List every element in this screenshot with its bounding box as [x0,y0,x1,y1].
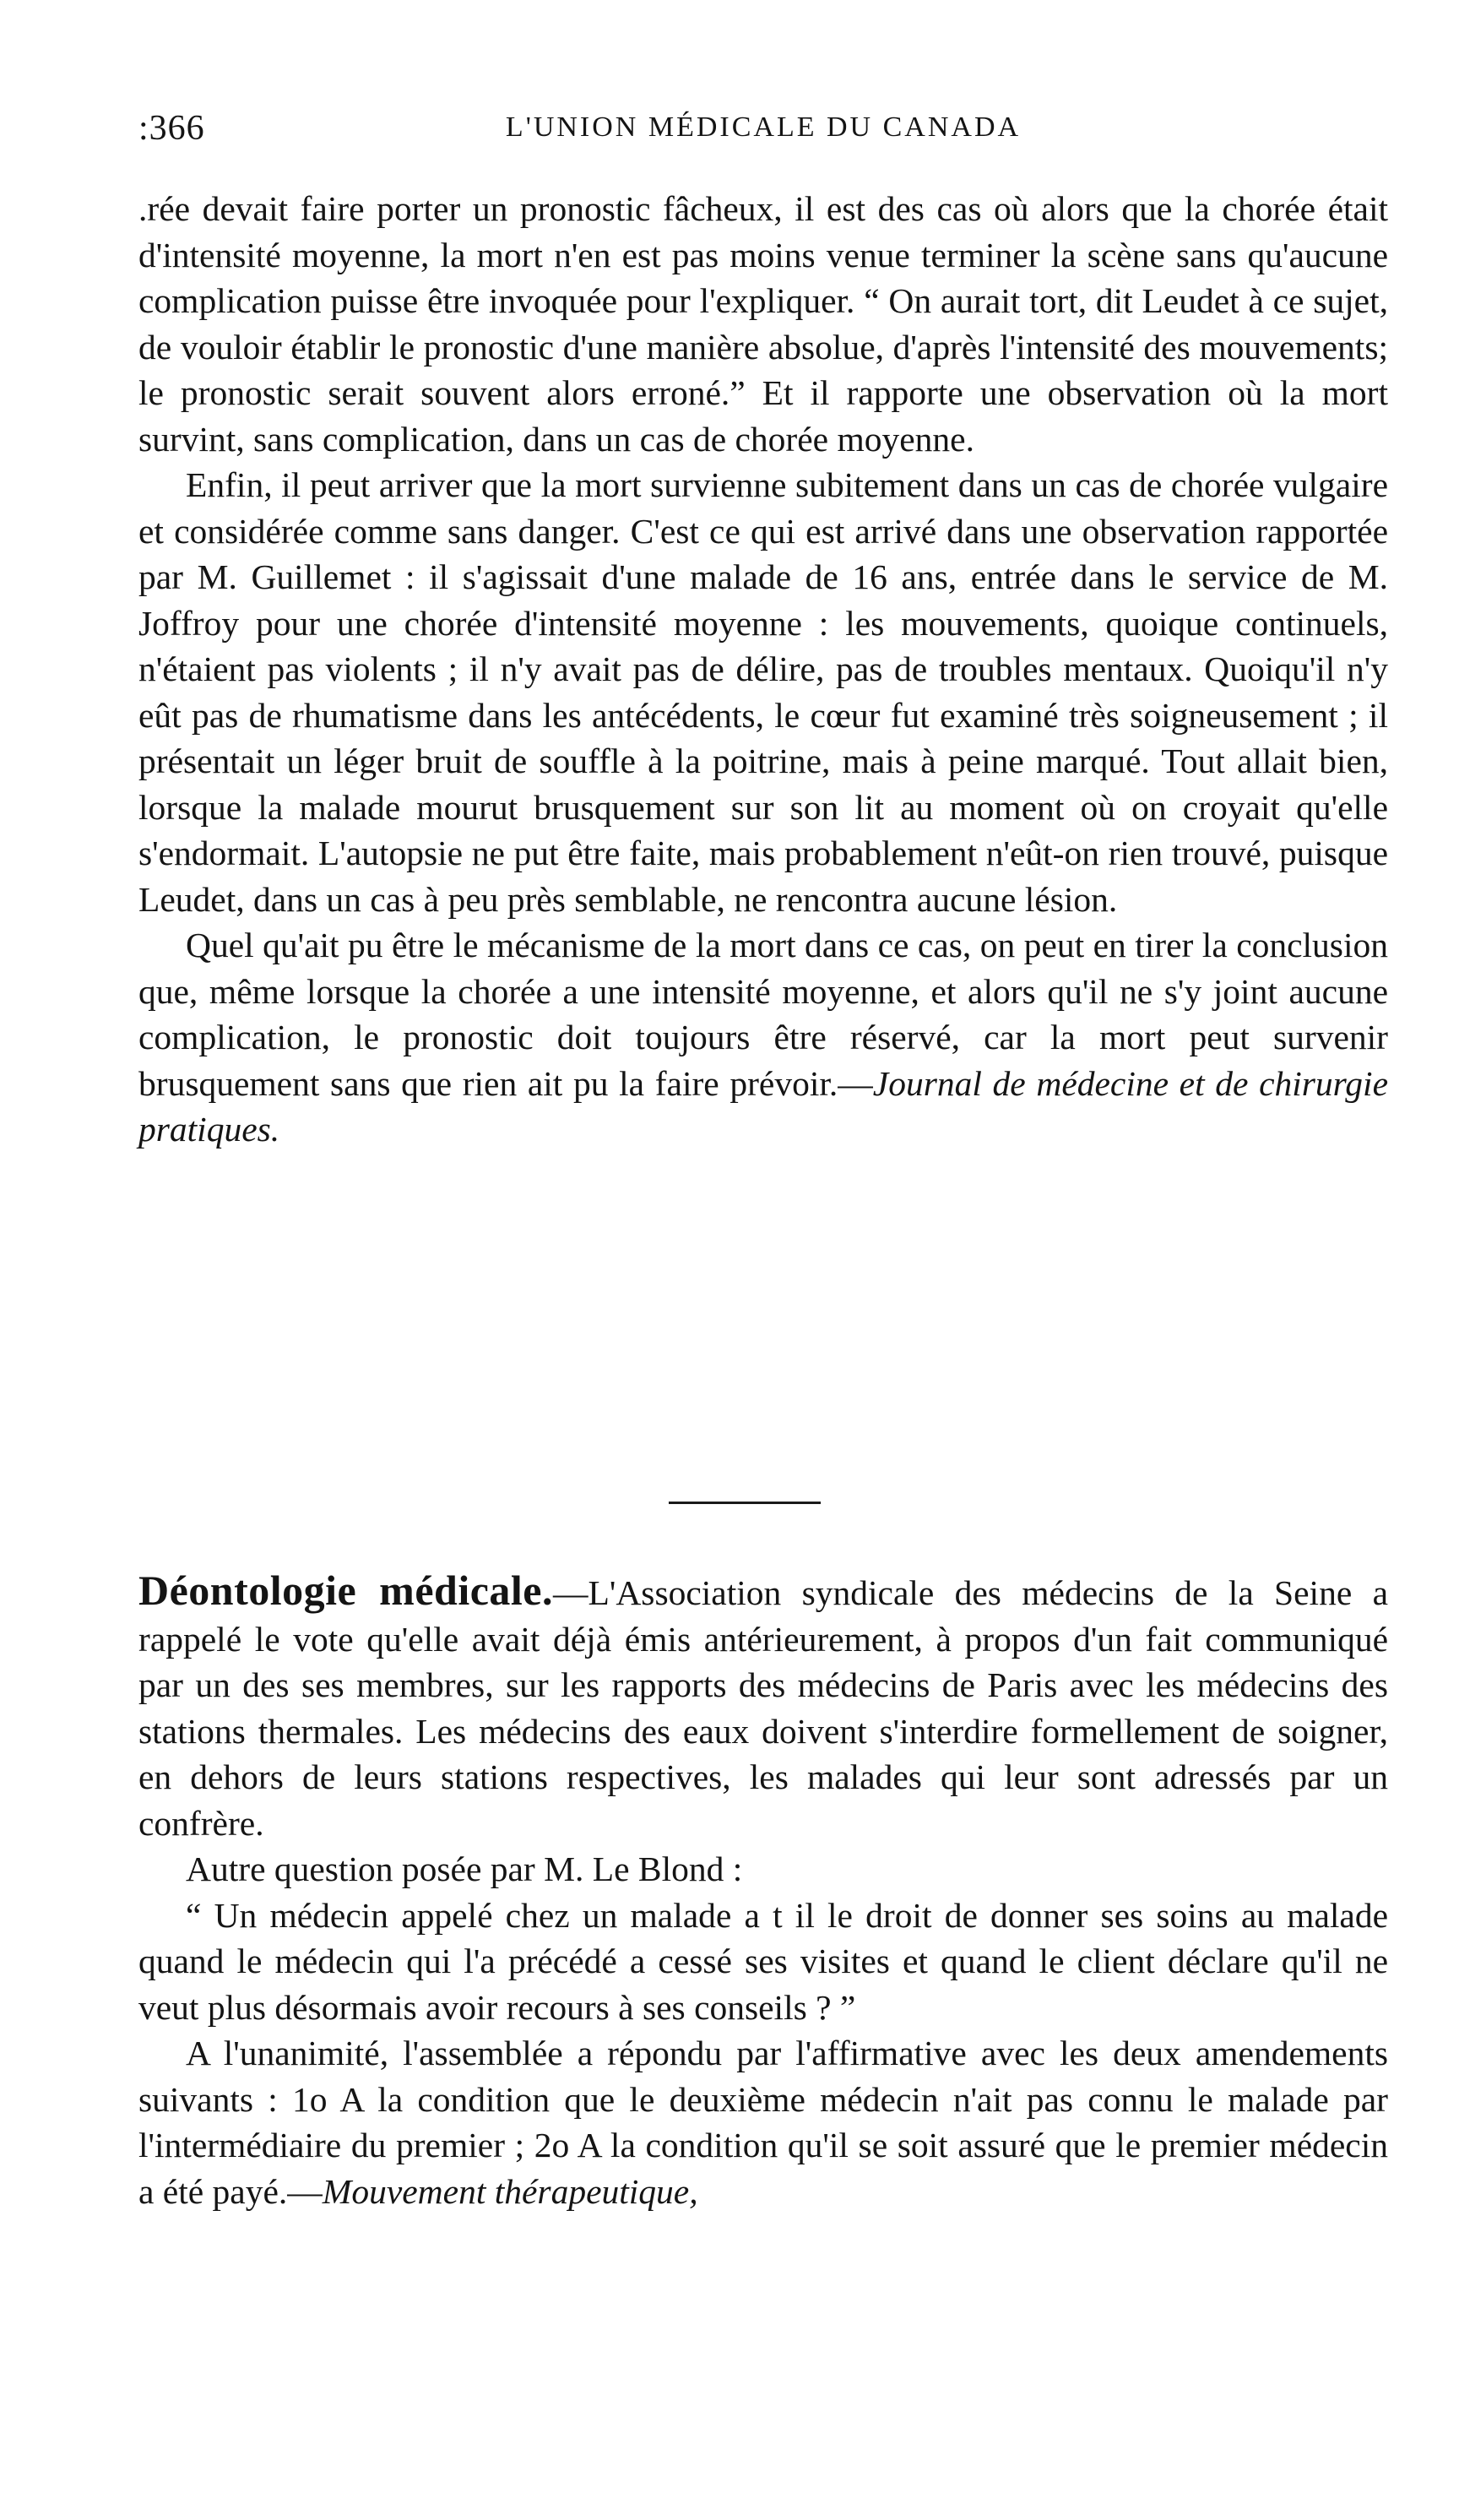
paragraph-text: A l'unanimité, l'assemblée a répondu par l'affirmative avec les deux amendements suivants : 1o A la condition que le deuxième médecin n'ait pas connu le malade par l'intermédiaire du premier ; 2o A la condition qu'il se soit assuré que le premier médecin a été payé.— [138,2034,1388,2211]
paragraph-text: Quel qu'ait pu être le mécanisme de la mort dans ce cas, on peut en tirer la conclusion que, même lorsque la chorée a une intensité moyenne, et alors qu'il ne s'y joint aucune complication, le pronostic doit toujours être réservé, car la mort peut survenir brusquement sans que rien ait pu la faire prévoir.— [138,926,1388,1103]
page-number: :366 [138,109,205,148]
paragraph: Enfin, il peut arriver que la mort survienne subitement dans un cas de chorée vulgaire et considérée comme sans danger. C'est ce qui est arrivé dans une observation rapportée par M. Guillemet : il s'agissait d'une malade de 16 ans, entrée dans le service de M. Joffroy pour une chorée d'intensité moyenne : les mouvements, quoique continuels, n'étaient pas violents ; il n'y avait pas de délire, pas de troubles mentaux. Quoiqu'il n'y eût pas de rhumatisme dans les antécédents, le cœur fut examiné très soigneusement ; il présentait un léger bruit de souffle à la poitrine, mais à peine marqué. Tout allait bien, lorsque la malade mourut brusquement sur son lit au moment où on croyait qu'elle s'endormait. L'autopsie ne put être faite, mais probablement n'eût-on rien trouvé, puisque Leudet, dans un cas à peu près semblable, ne rencontra aucune lésion. [138,465,1388,919]
page-header [138,108,1388,159]
paragraph-text: —L'Association syndicale des médecins de la Seine a rappelé le vote qu'elle avait déjà émis antérieurement, à propos d'un fait communiqué par un des ses membres, sur les rapports des médecins de Paris avec les médecins des stations thermales. Les médecins des eaux doivent s'interdire formellement de soigner, en dehors de leurs stations respectives, les malades qui leur sont adressés par un confrère. [138,1573,1388,1843]
paragraph-with-source [138,2030,1388,2214]
source-citation: Journal de médecine et de chirurgie pratiques. [138,1063,1388,1149]
paragraph-with-source [138,922,1388,1153]
paragraph: .rée devait faire porter un pronostic fâcheux, il est des cas où alors que la chorée était d'intensité moyenne, la mort n'en est pas moins venue terminer la scène sans qu'aucune complication puisse être invoquée pour l'expliquer. “ On aurait tort, dit Leudet à ce sujet, de vouloir établir le pronostic d'une manière absolue, d'après l'intensité des mouvements; le pronostic serait souvent alors erroné.” Et il rapporte une observation où la mort survint, sans complication, dans un cas de chorée moyenne. [138,189,1388,459]
paragraph: Autre question posée par M. Le Blond : [186,1849,743,1888]
article-deontologie [138,1567,1388,2214]
article-chorea-prognosis [138,186,1388,1153]
section-divider [669,1502,821,1504]
section-heading: Déontologie médicale. [138,1567,553,1614]
paragraph-with-heading [138,1567,1388,1846]
running-title: L'UNION MÉDICALE DU CANADA [505,111,1022,143]
quoted-question: “ Un médecin appelé chez un malade a t il le droit de donner ses soins au malade quand le médecin qui l'a précédé a cessé ses visites et quand le client déclare qu'il ne veut plus désormais avoir recours à ses conseils ? ” [138,1895,1388,2027]
source-citation: Mouvement thérapeutique, [322,2171,698,2211]
